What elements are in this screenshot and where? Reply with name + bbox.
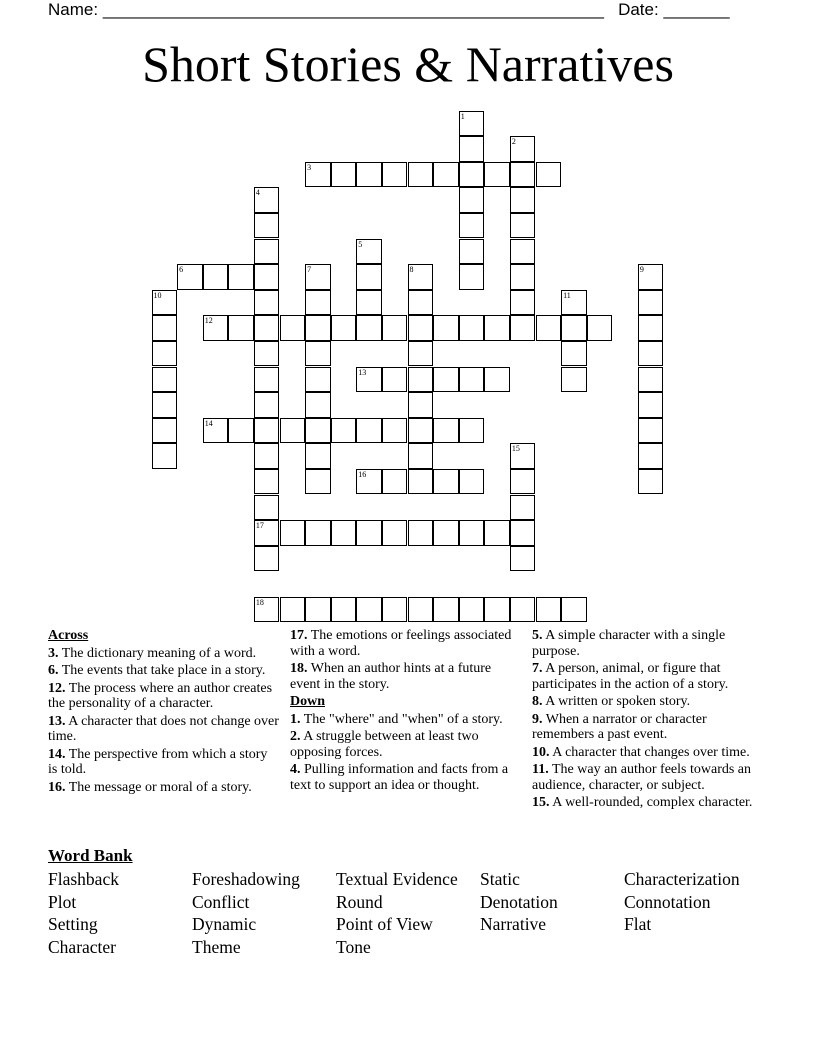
grid-cell[interactable]: [459, 187, 485, 213]
clue-number: 10: [153, 290, 162, 300]
grid-cell[interactable]: [356, 162, 382, 188]
grid-cell[interactable]: [561, 290, 587, 316]
grid-cell[interactable]: [254, 418, 280, 444]
grid-cell[interactable]: [305, 290, 331, 316]
grid-cell[interactable]: [408, 392, 434, 418]
grid-cell[interactable]: [203, 315, 229, 341]
word-bank-item: Static: [480, 869, 520, 889]
word-bank-item: Point of View: [336, 914, 433, 935]
grid-cell[interactable]: [561, 597, 587, 623]
grid-cell[interactable]: [254, 495, 280, 521]
grid-cell[interactable]: [433, 367, 459, 393]
word-bank-item: Foreshadowing: [192, 869, 300, 889]
clue-number: 18: [255, 597, 264, 607]
clue-number: 3: [307, 162, 312, 172]
grid-cell[interactable]: [484, 162, 510, 188]
clue-across-13: 13. A character that does not change over time.: [48, 713, 279, 744]
grid-cell[interactable]: [510, 315, 536, 341]
grid-cell[interactable]: [152, 443, 178, 469]
name-label: Name:: [48, 0, 99, 19]
clue-number: 6: [179, 265, 184, 275]
word-bank-item: Setting: [48, 914, 98, 935]
grid-cell[interactable]: [305, 520, 331, 546]
grid-cell[interactable]: [254, 213, 280, 239]
grid-cell[interactable]: [408, 469, 434, 495]
grid-cell[interactable]: [536, 315, 562, 341]
grid-cell[interactable]: [305, 469, 331, 495]
grid-cell[interactable]: [459, 469, 485, 495]
grid-cell[interactable]: [510, 290, 536, 316]
grid-cell[interactable]: [280, 520, 306, 546]
word-bank-item: Characterization: [624, 869, 740, 889]
grid-cell[interactable]: [280, 418, 306, 444]
grid-cell[interactable]: [305, 418, 331, 444]
grid-cell[interactable]: [280, 597, 306, 623]
grid-cell[interactable]: [305, 315, 331, 341]
grid-cell[interactable]: [331, 315, 357, 341]
grid-cell[interactable]: [152, 418, 178, 444]
grid-cell[interactable]: [536, 162, 562, 188]
grid-cell[interactable]: [203, 264, 229, 290]
clue-down-1: 1. The "where" and "when" of a story.: [290, 711, 503, 727]
grid-cell[interactable]: [382, 520, 408, 546]
grid-cell[interactable]: [356, 418, 382, 444]
grid-cell[interactable]: [510, 520, 536, 546]
grid-cell[interactable]: [356, 239, 382, 265]
grid-cell[interactable]: [408, 341, 434, 367]
grid-cell[interactable]: [254, 290, 280, 316]
clue-across-18: 18. When an author hints at a future event in the story.: [290, 661, 492, 692]
word-bank-item: Connotation: [624, 891, 711, 912]
clue-down-15: 15. A well-rounded, complex character.: [532, 795, 753, 810]
grid-cell[interactable]: [459, 367, 485, 393]
grid-cell[interactable]: [638, 315, 664, 341]
grid-cell[interactable]: [305, 162, 331, 188]
date-field[interactable]: _______: [663, 0, 730, 19]
clue-down-5: 5. A simple character with a single purpose.: [532, 628, 726, 659]
grid-cell[interactable]: [433, 162, 459, 188]
across-heading: Across: [48, 628, 89, 643]
grid-cell[interactable]: [254, 315, 280, 341]
grid-cell[interactable]: [408, 520, 434, 546]
grid-cell[interactable]: [305, 443, 331, 469]
grid-cell[interactable]: [561, 341, 587, 367]
grid-cell[interactable]: [459, 520, 485, 546]
date-label: Date:: [618, 0, 659, 19]
grid-cell[interactable]: [459, 162, 485, 188]
grid-cell[interactable]: [228, 264, 254, 290]
grid-cell[interactable]: [510, 264, 536, 290]
word-bank-item: Flashback: [48, 869, 119, 889]
grid-cell[interactable]: [510, 239, 536, 265]
word-bank-item: Round: [336, 891, 383, 912]
word-bank-item: Textual Evidence: [336, 869, 458, 889]
grid-cell[interactable]: [408, 315, 434, 341]
clue-across-12: 12. The process where an author creates the personality of a character.: [48, 680, 273, 711]
grid-cell[interactable]: [331, 418, 357, 444]
grid-cell[interactable]: [203, 418, 229, 444]
word-bank-item: Narrative: [480, 914, 547, 935]
grid-cell[interactable]: [152, 341, 178, 367]
clue-across-17: 17. The emotions or feelings associated with a word.: [290, 628, 512, 659]
grid-cell[interactable]: [254, 520, 280, 546]
grid-cell[interactable]: [152, 367, 178, 393]
clue-across-14: 14. The perspective from which a story is told.: [48, 746, 268, 777]
grid-cell[interactable]: [561, 367, 587, 393]
grid-cell[interactable]: [408, 290, 434, 316]
grid-cell[interactable]: [459, 315, 485, 341]
grid-cell[interactable]: [433, 418, 459, 444]
grid-cell[interactable]: [254, 546, 280, 572]
grid-cell[interactable]: [638, 392, 664, 418]
grid-cell[interactable]: [408, 418, 434, 444]
grid-cell[interactable]: [254, 187, 280, 213]
word-bank-item: Tone: [336, 936, 371, 957]
grid-cell[interactable]: [459, 597, 485, 623]
grid-cell[interactable]: [638, 443, 664, 469]
word-bank: [48, 868, 778, 958]
grid-cell[interactable]: [356, 315, 382, 341]
clue-across-16: 16. The message or moral of a story.: [48, 779, 252, 795]
grid-cell[interactable]: [356, 367, 382, 393]
grid-cell[interactable]: [254, 443, 280, 469]
grid-cell[interactable]: [638, 264, 664, 290]
grid-cell[interactable]: [484, 520, 510, 546]
grid-cell[interactable]: [305, 264, 331, 290]
word-bank-item: Character: [48, 936, 117, 957]
clue-number: 2: [511, 137, 516, 147]
grid-cell[interactable]: [638, 290, 664, 316]
grid-cell[interactable]: [254, 392, 280, 418]
grid-cell[interactable]: [459, 213, 485, 239]
clue-number: 11: [563, 290, 571, 300]
grid-cell[interactable]: [510, 443, 536, 469]
grid-cell[interactable]: [510, 162, 536, 188]
clue-down-8: 8. A written or spoken story.: [532, 694, 691, 709]
grid-cell[interactable]: [510, 469, 536, 495]
down-heading: Down: [290, 694, 326, 709]
grid-cell[interactable]: [331, 162, 357, 188]
clue-down-10: 10. A character that changes over time.: [532, 744, 750, 760]
clue-number: 4: [255, 188, 260, 198]
clue-across-6: 6. The events that take place in a story.: [48, 663, 266, 678]
grid-cell[interactable]: [638, 341, 664, 367]
page-title: Short Stories & Narratives: [142, 36, 674, 92]
grid-cell[interactable]: [356, 469, 382, 495]
grid-cell[interactable]: [305, 392, 331, 418]
grid-cell[interactable]: [228, 418, 254, 444]
grid-cell[interactable]: [356, 290, 382, 316]
clue-number: 12: [204, 316, 213, 326]
grid-cell[interactable]: [433, 520, 459, 546]
grid-cell[interactable]: [331, 597, 357, 623]
grid-cell[interactable]: [382, 367, 408, 393]
grid-cell[interactable]: [408, 367, 434, 393]
clue-across-3: 3. The dictionary meaning of a word.: [48, 645, 257, 661]
grid-cell[interactable]: [484, 315, 510, 341]
grid-cell[interactable]: [561, 315, 587, 341]
grid-cell[interactable]: [459, 264, 485, 290]
grid-cell[interactable]: [459, 239, 485, 265]
name-field[interactable]: _____________________________________________________: [102, 0, 604, 19]
grid-cell[interactable]: [305, 597, 331, 623]
grid-cell[interactable]: [408, 597, 434, 623]
word-bank-item: Conflict: [192, 891, 250, 912]
grid-cell[interactable]: [510, 136, 536, 162]
grid-cell[interactable]: [152, 290, 178, 316]
grid-cell[interactable]: [254, 239, 280, 265]
grid-cell[interactable]: [433, 469, 459, 495]
grid-cell[interactable]: [638, 469, 664, 495]
grid-cell[interactable]: [408, 162, 434, 188]
clue-number: 7: [307, 265, 312, 275]
grid-cell[interactable]: [254, 341, 280, 367]
grid-cell[interactable]: [510, 495, 536, 521]
grid-cell[interactable]: [408, 443, 434, 469]
grid-cell[interactable]: [382, 315, 408, 341]
grid-cell[interactable]: [408, 264, 434, 290]
clue-down-7: 7. A person, animal, or figure that participates in the action of a story.: [532, 661, 729, 692]
clue-number: 5: [358, 239, 363, 249]
clue-number: 16: [358, 469, 367, 479]
word-bank-item: Dynamic: [192, 914, 257, 935]
clue-number: 14: [204, 418, 213, 428]
grid-cell[interactable]: [459, 418, 485, 444]
grid-cell[interactable]: [331, 520, 357, 546]
grid-cell[interactable]: [356, 520, 382, 546]
grid-cell[interactable]: [638, 367, 664, 393]
grid-cell[interactable]: [305, 367, 331, 393]
word-bank-item: Flat: [624, 914, 652, 935]
clues-column-1: [48, 628, 280, 797]
clues-column-2: [290, 628, 515, 795]
grid-cell[interactable]: [228, 315, 254, 341]
clue-down-9: 9. When a narrator or character remembers a past event.: [532, 711, 707, 742]
grid-cell[interactable]: [382, 162, 408, 188]
word-bank-title: Word Bank: [48, 846, 133, 865]
grid-cell[interactable]: [459, 136, 485, 162]
grid-cell[interactable]: [587, 315, 613, 341]
grid-cell[interactable]: [356, 597, 382, 623]
grid-cell[interactable]: [510, 213, 536, 239]
grid-cell[interactable]: [510, 187, 536, 213]
grid-cell[interactable]: [638, 418, 664, 444]
grid-cell[interactable]: [254, 597, 280, 623]
word-bank-item: Theme: [192, 936, 241, 957]
grid-cell[interactable]: [459, 111, 485, 137]
clue-number: 1: [460, 111, 465, 121]
grid-cell[interactable]: [254, 264, 280, 290]
grid-cell[interactable]: [536, 597, 562, 623]
grid-cell[interactable]: [484, 367, 510, 393]
clue-number: 13: [358, 367, 367, 377]
word-bank-item: Plot: [48, 891, 77, 912]
grid-cell[interactable]: [382, 418, 408, 444]
clue-down-11: 11. The way an author feels towards an audience, character, or subject.: [532, 762, 752, 793]
grid-cell[interactable]: [510, 546, 536, 572]
grid-cell[interactable]: [382, 597, 408, 623]
clues-column-3: [532, 628, 762, 813]
grid-cell[interactable]: [484, 597, 510, 623]
grid-cell[interactable]: [433, 315, 459, 341]
grid-cell[interactable]: [152, 392, 178, 418]
clue-down-4: 4. Pulling information and facts from a text to support an idea or thought.: [290, 762, 509, 793]
clue-number: 17: [255, 521, 264, 531]
grid-cell[interactable]: [356, 264, 382, 290]
grid-cell[interactable]: [177, 264, 203, 290]
clue-number: 9: [639, 265, 644, 275]
grid-cell[interactable]: [254, 469, 280, 495]
clue-number: 8: [409, 265, 414, 275]
grid-cell[interactable]: [254, 367, 280, 393]
grid-cell[interactable]: [280, 315, 306, 341]
grid-cell[interactable]: [510, 597, 536, 623]
clue-down-2: 2. A struggle between at least two opposing forces.: [290, 729, 479, 760]
grid-cell[interactable]: [382, 469, 408, 495]
word-bank-item: Denotation: [480, 891, 558, 912]
grid-cell[interactable]: [305, 341, 331, 367]
grid-cell[interactable]: [152, 315, 178, 341]
grid-cell[interactable]: [433, 597, 459, 623]
clue-number: 15: [511, 444, 520, 454]
